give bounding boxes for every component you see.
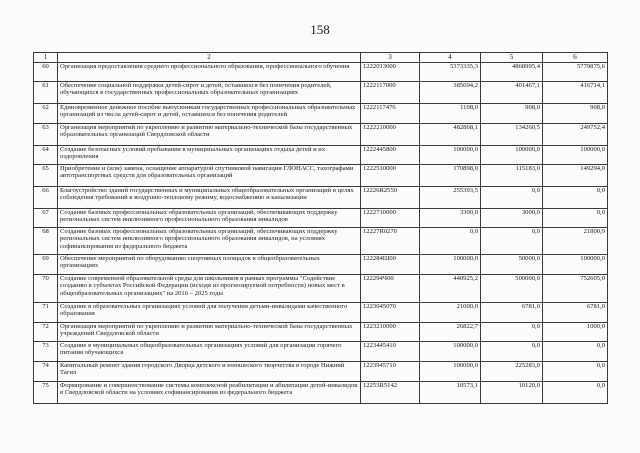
page-number: 158 <box>310 22 330 37</box>
table-row <box>34 382 608 404</box>
row-value-col6: 416714,1 <box>543 82 608 104</box>
row-number: 75 <box>34 382 58 404</box>
row-value-col4: 5373335,3 <box>420 63 481 82</box>
row-value-col4: 255393,5 <box>420 187 481 209</box>
row-number: 61 <box>34 82 58 104</box>
row-description: Организация предоставления среднего профессионального образования, профессионального обучения <box>58 63 361 82</box>
row-code: 1223945710 <box>361 362 420 382</box>
column-header: 2 <box>58 53 361 63</box>
table-row <box>34 165 608 187</box>
table-header-row <box>34 53 608 63</box>
row-description: Создание в образовательных организациях условий для получения детьми-инвалидами качественного образования <box>58 303 361 323</box>
row-number: 70 <box>34 275 58 303</box>
row-code: 1222013000 <box>361 63 420 82</box>
row-number: 73 <box>34 342 58 362</box>
row-value-col4: 170898,0 <box>420 165 481 187</box>
row-number: 72 <box>34 323 58 342</box>
row-value-col4: 0,0 <box>420 228 481 255</box>
row-value-col5: 401467,1 <box>481 82 543 104</box>
row-code: 12253R5142 <box>361 382 420 404</box>
row-value-col6: 1000,0 <box>543 323 608 342</box>
row-value-col6: 752605,0 <box>543 275 608 303</box>
row-code: 1223445410 <box>361 342 420 362</box>
row-code: 1222445800 <box>361 146 420 165</box>
row-value-col5: 0,0 <box>481 228 543 255</box>
row-value-col4: 100000,0 <box>420 362 481 382</box>
row-number: 71 <box>34 303 58 323</box>
row-value-col5: 115183,0 <box>481 165 543 187</box>
row-number: 66 <box>34 187 58 209</box>
row-value-col6: 0,0 <box>543 362 608 382</box>
row-value-col5: 4868995,4 <box>481 63 543 82</box>
row-value-col4: 100000,0 <box>420 342 481 362</box>
row-code: 1222117476 <box>361 104 420 124</box>
row-value-col5: 134260,5 <box>481 124 543 146</box>
column-header: 4 <box>420 53 481 63</box>
budget-table <box>33 52 608 404</box>
table-row <box>34 275 608 303</box>
row-value-col6: 100000,0 <box>543 146 608 165</box>
row-description: Организация мероприятий по укреплению и развитию материально-технической базы государственных учреждений Свердловской области <box>58 323 361 342</box>
column-header: 3 <box>361 53 420 63</box>
row-value-col6: 21800,9 <box>543 228 608 255</box>
row-value-col6: 908,0 <box>543 104 608 124</box>
row-number: 74 <box>34 362 58 382</box>
column-header: 1 <box>34 53 58 63</box>
row-code: 12226R2550 <box>361 187 420 209</box>
row-value-col5: 3000,0 <box>481 209 543 228</box>
row-description: Единовременное денежное пособие выпускникам государственных профессиональных образовательных организаций из числа детей-сирот и детей, оставшихся без попечения родителей <box>58 104 361 124</box>
table-row <box>34 104 608 124</box>
row-value-col5: 0,0 <box>481 187 543 209</box>
row-description: Создание в муниципальных общеобразовательных организациях условий для организации горячего питания обучающихся <box>58 342 361 362</box>
row-number: 62 <box>34 104 58 124</box>
table-row <box>34 255 608 275</box>
row-value-col5: 0,0 <box>481 342 543 362</box>
table-row <box>34 342 608 362</box>
table-row <box>34 82 608 104</box>
row-description: Создание безопасных условий пребывания в муниципальных организациях отдыха детей и их оздоровления <box>58 146 361 165</box>
row-value-col4: 3300,0 <box>420 209 481 228</box>
row-code: 1223210000 <box>361 323 420 342</box>
row-code: 1222710000 <box>361 209 420 228</box>
row-value-col5: 10120,0 <box>481 382 543 404</box>
table-row <box>34 209 608 228</box>
row-value-col4: 385694,2 <box>420 82 481 104</box>
row-value-col5: 500000,0 <box>481 275 543 303</box>
row-value-col5: 225283,0 <box>481 362 543 382</box>
table-row <box>34 124 608 146</box>
row-code: 12227R0270 <box>361 228 420 255</box>
table-row <box>34 63 608 82</box>
row-code: 1222210000 <box>361 124 420 146</box>
row-value-col6: 6781,0 <box>543 303 608 323</box>
row-number: 60 <box>34 63 58 82</box>
row-code: 122294Ч00 <box>361 275 420 303</box>
row-number: 67 <box>34 209 58 228</box>
table-row <box>34 323 608 342</box>
row-value-col6: 0,0 <box>543 209 608 228</box>
row-value-col4: 100000,0 <box>420 146 481 165</box>
column-header: 5 <box>481 53 543 63</box>
table-row <box>34 228 608 255</box>
column-header: 6 <box>543 53 608 63</box>
row-description: Благоустройство зданий государственных и муниципальных общеобразовательных организаций в целях соблюдения требований к воздушно-тепловому режиму, водоснабжению и канализации <box>58 187 361 209</box>
row-value-col5: 50000,0 <box>481 255 543 275</box>
row-value-col6: 0,0 <box>543 187 608 209</box>
table-row <box>34 303 608 323</box>
row-value-col5: 0,0 <box>481 323 543 342</box>
row-description: Приобретение и (или) замена, оснащение аппаратурой спутниковой навигации ГЛОНАСС, тахографами автотранспортных средств для образовательных организаций <box>58 165 361 187</box>
row-description: Организация мероприятий по укреплению и развитию материально-технической базы государственных образовательных организаций Свердловской области <box>58 124 361 146</box>
row-number: 69 <box>34 255 58 275</box>
row-number: 64 <box>34 146 58 165</box>
row-value-col5: 100000,0 <box>481 146 543 165</box>
row-value-col6: 249752,4 <box>543 124 608 146</box>
row-code: 122284Ш00 <box>361 255 420 275</box>
row-description: Формирование и совершенствование системы комплексной реабилитации и абилитации детей-инвалидов в Свердловской области на условиях софинансирования из федерального бюджета <box>58 382 361 404</box>
row-code: 1223045070 <box>361 303 420 323</box>
row-value-col5: 6781,0 <box>481 303 543 323</box>
row-value-col6: 0,0 <box>543 382 608 404</box>
row-description: Обеспечение мероприятий по оборудованию спортивных площадок в общеобразовательных организациях <box>58 255 361 275</box>
row-value-col6: 0,0 <box>543 342 608 362</box>
row-number: 63 <box>34 124 58 146</box>
table-row <box>34 187 608 209</box>
row-description: Создание базовых профессиональных образовательных организаций, обеспечивающих поддержку региональных систем инклюзивного профессионального образования инвалидов <box>58 209 361 228</box>
row-value-col4: 26822,7 <box>420 323 481 342</box>
row-description: Капитальный ремонт здания городского Дворца детского и юношеского творчества в городе Нижний Тагил <box>58 362 361 382</box>
row-value-col4: 10573,1 <box>420 382 481 404</box>
row-value-col6: 5779875,6 <box>543 63 608 82</box>
row-description: Создание базовых профессиональных образовательных организаций, обеспечивающих поддержку региональных систем инклюзивного профессионального образования инвалидов, на условиях софинансирования из федерального бюджета <box>58 228 361 255</box>
row-value-col4: 21000,0 <box>420 303 481 323</box>
row-code: 1222510000 <box>361 165 420 187</box>
row-value-col4: 100000,0 <box>420 255 481 275</box>
table-row <box>34 362 608 382</box>
row-number: 68 <box>34 228 58 255</box>
row-value-col6: 149294,0 <box>543 165 608 187</box>
table-row <box>34 146 608 165</box>
row-value-col4: 1108,0 <box>420 104 481 124</box>
row-description: Создание современной образовательной среды для школьников в рамках программы "Содействие созданию в субъектах Российской Федерации (исходя из прогнозируемой потребности) новых мест в общеобразовательных организациях" на 2016 – 2025 годы <box>58 275 361 303</box>
row-description: Обеспечение социальной поддержки детей-сирот и детей, оставшихся без попечения родителей, обучающихся в государственных профессиональных образовательных организациях <box>58 82 361 104</box>
row-number: 65 <box>34 165 58 187</box>
row-value-col5: 908,0 <box>481 104 543 124</box>
row-value-col4: 482868,1 <box>420 124 481 146</box>
row-value-col6: 100000,0 <box>543 255 608 275</box>
row-code: 1222117000 <box>361 82 420 104</box>
row-value-col4: 440925,2 <box>420 275 481 303</box>
